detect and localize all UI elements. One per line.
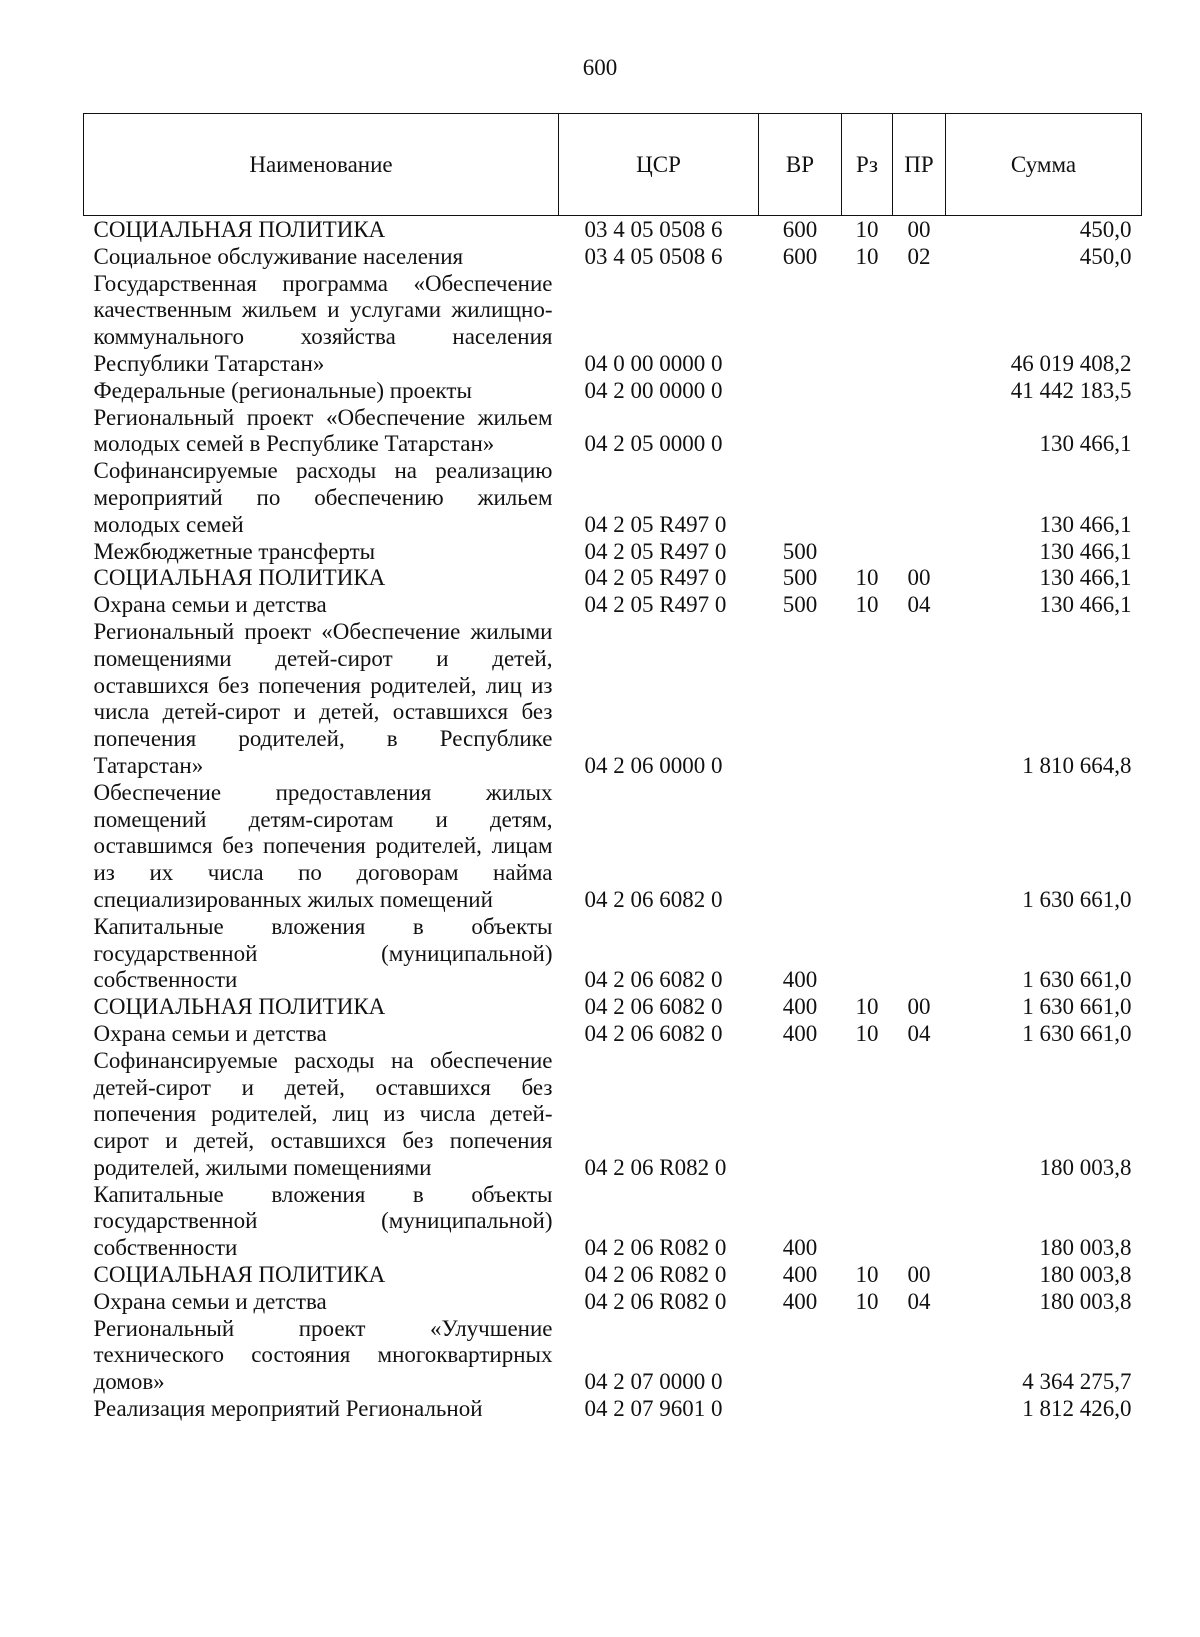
row-rz: [842, 780, 893, 914]
table-row: [84, 1048, 1142, 1182]
row-rz: [842, 914, 893, 994]
row-csr: 04 0 00 0000 0: [584, 350, 723, 376]
table-row: [84, 1316, 1142, 1396]
row-sum: 130 466,1: [1039, 565, 1132, 591]
row-rz: [842, 1396, 893, 1423]
row-vr: 400: [782, 967, 818, 993]
row-vr: [759, 619, 842, 780]
row-csr: 04 2 06 6082 0: [584, 994, 723, 1020]
table-row: [84, 378, 1142, 405]
row-name: Региональный проект «Улучшение технического состояния многоквартирных домов»: [93, 1315, 553, 1395]
table-row: [84, 216, 1142, 244]
row-name: Софинансируемые расходы на обеспечение детей-сирот и детей, оставшихся без попечения родителей, лиц из числа детей-сирот и детей, оставшихся без попечения родителей, жилыми помещениями: [93, 1047, 553, 1180]
row-pr: [893, 1048, 946, 1182]
row-csr: 03 4 05 0508 6: [584, 243, 723, 269]
table-row: [84, 592, 1142, 619]
row-sum: 1 810 664,8: [1022, 752, 1132, 778]
row-sum: 1 630 661,0: [1022, 967, 1132, 993]
row-sum: 1 630 661,0: [1022, 886, 1132, 912]
header-sum: Сумма: [946, 114, 1142, 216]
row-pr: 04: [907, 1288, 931, 1314]
row-rz: 10: [855, 565, 879, 591]
table-row: [84, 1396, 1142, 1423]
row-pr: 00: [907, 1262, 931, 1288]
table-row: [84, 1182, 1142, 1262]
row-rz: [842, 1182, 893, 1262]
row-name: Обеспечение предоставления жилых помещений детям-сиротам и детям, оставшимся без попечения родителей, лицам из их числа по договорам найма специализированных жилых помещений: [93, 779, 553, 912]
row-vr: 500: [782, 565, 818, 591]
header-pr: ПР: [893, 114, 946, 216]
table-row: [84, 1289, 1142, 1316]
row-rz: 10: [855, 592, 879, 618]
table-row: [84, 458, 1142, 538]
row-sum: 4 364 275,7: [1022, 1369, 1132, 1395]
row-rz: [842, 271, 893, 378]
row-pr: [893, 780, 946, 914]
row-csr: 04 2 05 R497 0: [584, 592, 727, 618]
row-vr: 500: [782, 592, 818, 618]
row-name: СОЦИАЛЬНАЯ ПОЛИТИКА: [93, 994, 386, 1020]
row-pr: 04: [907, 1020, 931, 1046]
row-rz: 10: [855, 1288, 879, 1314]
row-pr: [893, 1182, 946, 1262]
row-sum: 130 466,1: [1039, 592, 1132, 618]
row-rz: [842, 458, 893, 538]
row-rz: [842, 378, 893, 405]
row-pr: [893, 1316, 946, 1396]
budget-table: [83, 113, 1142, 1423]
row-sum: 180 003,8: [1039, 1154, 1132, 1180]
row-csr: 04 2 05 R497 0: [584, 511, 727, 537]
table-row: [84, 539, 1142, 566]
row-vr: 400: [782, 1020, 818, 1046]
row-csr: 04 2 05 R497 0: [584, 565, 727, 591]
row-vr: 400: [782, 1288, 818, 1314]
row-name: Охрана семьи и детства: [93, 1288, 327, 1314]
table-row: [84, 271, 1142, 378]
table-row: [84, 1262, 1142, 1289]
row-csr: 04 2 06 R082 0: [584, 1262, 727, 1288]
row-name: Софинансируемые расходы на реализацию мероприятий по обеспечению жильем молодых семей: [93, 458, 553, 537]
row-pr: [893, 405, 946, 459]
header-csr: ЦСР: [559, 114, 759, 216]
row-csr: 04 2 05 0000 0: [584, 431, 723, 457]
row-pr: [893, 378, 946, 405]
row-name: Федеральные (региональные) проекты: [93, 377, 472, 403]
table-row: [84, 565, 1142, 592]
table-row: [84, 914, 1142, 994]
row-rz: [842, 405, 893, 459]
row-name: Реализация мероприятий Региональной: [93, 1396, 483, 1422]
row-pr: 02: [907, 243, 931, 269]
row-vr: [759, 1316, 842, 1396]
row-pr: 00: [907, 994, 931, 1020]
row-sum: 46 019 408,2: [1010, 350, 1132, 376]
row-vr: [759, 780, 842, 914]
row-rz: [842, 1048, 893, 1182]
table-header-row: [84, 114, 1142, 216]
row-rz: 10: [855, 217, 879, 242]
row-vr: 400: [782, 1235, 818, 1261]
row-pr: [893, 458, 946, 538]
row-pr: [893, 1396, 946, 1423]
row-name: Государственная программа «Обеспечение качественным жильем и услугами жилищно-коммунального хозяйства населения Республики Татарстан»: [93, 270, 553, 376]
row-vr: [759, 405, 842, 459]
header-rz: Рз: [842, 114, 893, 216]
row-csr: 04 2 06 R082 0: [584, 1288, 727, 1314]
row-pr: 00: [907, 217, 931, 242]
row-csr: 04 2 06 6082 0: [584, 886, 723, 912]
row-csr: 04 2 07 0000 0: [584, 1369, 723, 1395]
row-csr: 04 2 06 0000 0: [584, 752, 723, 778]
row-name: Капитальные вложения в объекты государственной (муниципальной) собственности: [93, 1181, 553, 1261]
row-sum: 1 630 661,0: [1022, 1020, 1132, 1046]
row-csr: 04 2 05 R497 0: [584, 538, 727, 564]
row-vr: 600: [782, 217, 818, 242]
row-name: Охрана семьи и детства: [93, 1020, 327, 1046]
row-name: Капитальные вложения в объекты государственной (муниципальной) собственности: [93, 913, 553, 993]
page-number: 600: [582, 55, 618, 80]
row-rz: [842, 619, 893, 780]
row-sum: 450,0: [1079, 243, 1132, 269]
row-pr: [893, 914, 946, 994]
row-csr: 04 2 06 6082 0: [584, 1020, 723, 1046]
row-sum: 450,0: [1079, 217, 1132, 242]
row-name: Охрана семьи и детства: [93, 592, 327, 618]
row-name: Межбюджетные трансферты: [93, 538, 376, 564]
row-vr: [759, 458, 842, 538]
row-vr: 500: [782, 538, 818, 564]
row-vr: 400: [782, 994, 818, 1020]
row-rz: 10: [855, 1262, 879, 1288]
row-name: Социальное обслуживание населения: [93, 243, 464, 269]
row-name: Региональный проект «Обеспечение жилыми помещениями детей-сирот и детей, оставшихся без попечения родителей, лиц из числа детей-сирот и детей, оставшихся без попечения родителей, в Республике Татарстан»: [93, 618, 553, 778]
row-pr: 00: [907, 565, 931, 591]
row-sum: 1 812 426,0: [1022, 1396, 1132, 1422]
table-row: [84, 780, 1142, 914]
row-sum: 130 466,1: [1039, 431, 1132, 457]
row-vr: 600: [782, 243, 818, 269]
row-pr: [893, 619, 946, 780]
row-name: СОЦИАЛЬНАЯ ПОЛИТИКА: [93, 1262, 386, 1288]
row-vr: [759, 271, 842, 378]
row-csr: 03 4 05 0508 6: [584, 217, 723, 242]
row-sum: 180 003,8: [1039, 1235, 1132, 1261]
row-csr: 04 2 00 0000 0: [584, 377, 723, 403]
row-csr: 04 2 06 R082 0: [584, 1235, 727, 1261]
row-name: Региональный проект «Обеспечение жильем молодых семей в Республике Татарстан»: [93, 404, 553, 457]
row-vr: 400: [782, 1262, 818, 1288]
header-vr: ВР: [759, 114, 842, 216]
row-vr: [759, 1048, 842, 1182]
table-row: [84, 405, 1142, 459]
row-rz: [842, 539, 893, 566]
table-row: [84, 994, 1142, 1021]
row-pr: [893, 271, 946, 378]
row-sum: 180 003,8: [1039, 1262, 1132, 1288]
row-name: СОЦИАЛЬНАЯ ПОЛИТИКА: [93, 565, 386, 591]
row-pr: [893, 539, 946, 566]
table-body: [84, 216, 1142, 1423]
header-name: Наименование: [84, 114, 559, 216]
row-sum: 130 466,1: [1039, 511, 1132, 537]
row-sum: 180 003,8: [1039, 1288, 1132, 1314]
row-sum: 130 466,1: [1039, 538, 1132, 564]
row-csr: 04 2 06 6082 0: [584, 967, 723, 993]
row-csr: 04 2 06 R082 0: [584, 1154, 727, 1180]
row-pr: 04: [907, 592, 931, 618]
row-rz: 10: [855, 994, 879, 1020]
table-row: [84, 619, 1142, 780]
row-csr: 04 2 07 9601 0: [584, 1396, 723, 1422]
row-rz: 10: [855, 243, 879, 269]
row-rz: 10: [855, 1020, 879, 1046]
row-sum: 41 442 183,5: [1010, 377, 1132, 403]
row-vr: [759, 378, 842, 405]
table-row: [84, 1021, 1142, 1048]
row-rz: [842, 1316, 893, 1396]
row-vr: [759, 1396, 842, 1423]
table-row: [84, 244, 1142, 271]
row-sum: 1 630 661,0: [1022, 994, 1132, 1020]
row-name: СОЦИАЛЬНАЯ ПОЛИТИКА: [93, 217, 386, 242]
